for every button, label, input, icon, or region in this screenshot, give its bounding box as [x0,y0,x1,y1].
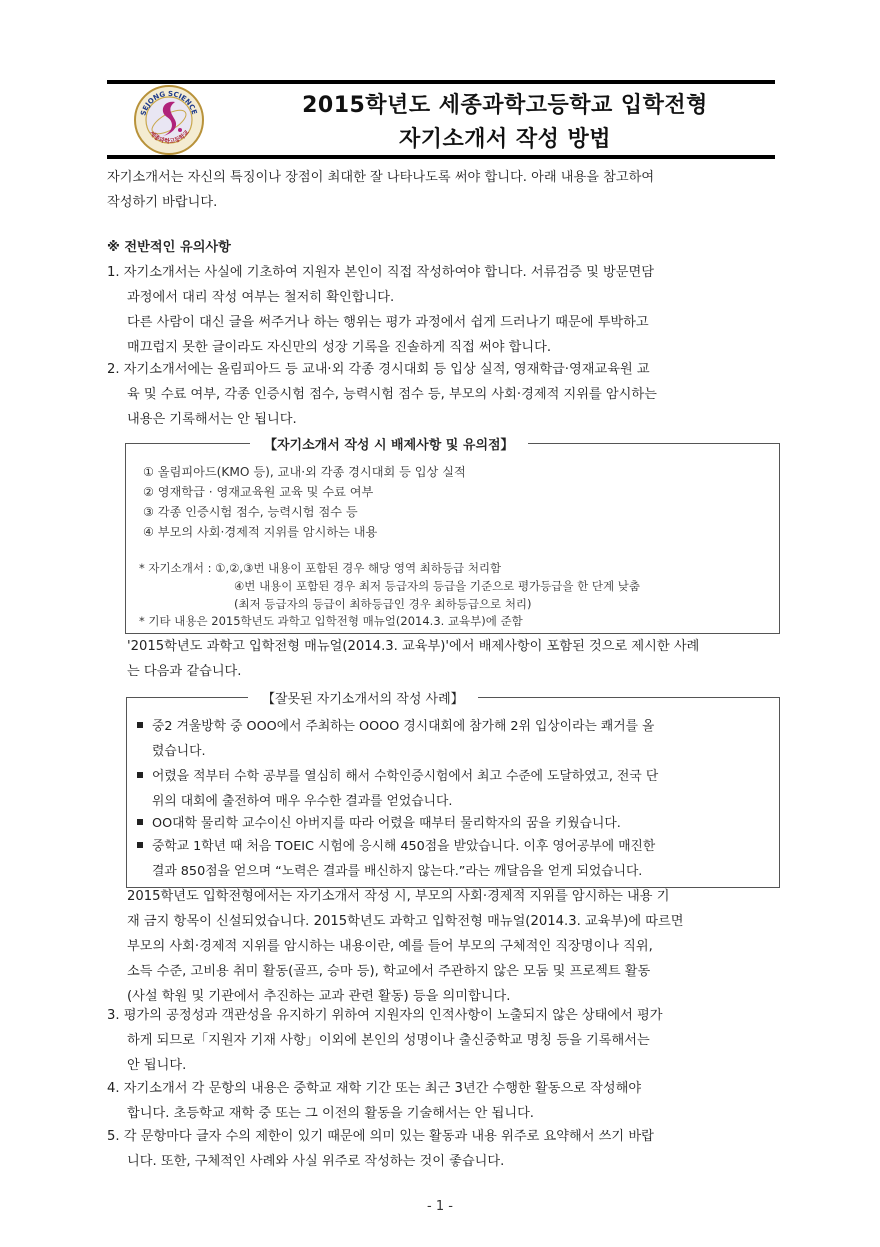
item-4-line: 합니다. 초등학교 재학 중 또는 그 이전의 활동을 기술해서는 안 됩니다. [127,1106,534,1121]
exclusion-item: ③ 각종 인증시험 점수, 능력시험 점수 등 [143,505,358,519]
item-4-line: 4. 자기소개서 각 문항의 내용은 중학교 재학 기간 또는 최근 3년간 수행한 활동으로 작성해야 [107,1081,642,1096]
wrong-example-line: 렸습니다. [152,744,206,759]
svg-text:SEJONG SCIENCE: SEJONG SCIENCE [139,89,199,117]
wrong-example-line: OO대학 물리학 교수이신 아버지를 따라 어렸을 때부터 물리학자의 꿈을 키웠습니다. [137,811,621,836]
wrong-example-line: 어렸을 적부터 수학 공부를 열심히 해서 수학인증시험에서 최고 수준에 도달하였고, 전국 단 [137,764,658,789]
item-4 [107,1076,641,1126]
wrong-example-line: 중2 겨울방학 중 OOO에서 주최하는 OOOO 경시대회에 참가해 2위 입상이라는 쾌거를 올 [137,714,654,739]
document-title: 2015학년도 세종과학고등학교 입학전형 [302,93,708,118]
item-2 [107,357,657,432]
intro-line: 작성하기 바랍니다. [107,195,218,210]
intro-line: 자기소개서는 자신의 특징이나 장점이 최대한 잘 나타나도록 써야 합니다. 아래 내용을 참고하여 [107,170,655,185]
exclusion-box-title: 【자기소개서 작성 시 배제사항 및 유의점】 [250,434,528,453]
section-heading: ※ 전반적인 유의사항 [107,240,231,255]
document-subtitle: 자기소개서 작성 방법 [398,127,612,152]
paragraph-line: 재 금지 항목이 신설되었습니다. 2015학년도 과학고 입학전형 매뉴얼(2014.3. 교육부)에 따르면 [127,914,684,929]
school-emblem-icon [133,84,205,156]
item-1-line: 과정에서 대리 작성 여부는 철저히 확인합니다. [127,290,395,305]
wrong-examples-box-title: 【잘못된 자기소개서의 작성 사례】 [248,688,478,707]
intro-paragraph [107,165,654,215]
item-3-line: 3. 평가의 공정성과 객관성을 유지하기 위하여 지원자의 인적사항이 노출되지 않은 상태에서 평가 [107,1008,663,1023]
bullet-square-icon [137,819,143,825]
item-3 [107,1003,663,1078]
examples-intro-line: 는 다음과 같습니다. [127,664,242,679]
paragraph-line: 부모의 사회·경제적 지위를 암시하는 내용이란, 예를 들어 부모의 구체적인 직장명이나 직위, [127,939,653,954]
item-1 [107,260,654,360]
wrong-example [137,834,655,884]
item-2-line: 내용은 기록해서는 안 됩니다. [127,412,297,427]
item-1-line: 1. 자기소개서는 사실에 기초하여 지원자 본인이 직접 작성하여야 합니다. 서류검증 및 방문면담 [107,265,654,280]
exclusion-note: * 자기소개서 : ①,②,③번 내용이 포함된 경우 해당 영역 최하등급 처리함 [139,561,502,575]
wrong-example-line: 결과 850점을 얻으며 “노력은 결과를 배신하지 않는다.”라는 깨달음을 얻게 되었습니다. [152,864,643,879]
exclusion-item: ② 영재학급 · 영재교육원 교육 및 수료 여부 [143,485,374,499]
wrong-example [137,714,654,764]
paragraph-line: 2015학년도 입학전형에서는 자기소개서 작성 시, 부모의 사회·경제적 지위를 암시하는 내용 기 [127,889,670,904]
header-top-rule [107,80,775,84]
examples-intro [127,634,699,684]
item-2-line: 육 및 수료 여부, 각종 인증시험 점수, 능력시험 점수 등, 부모의 사회·경제적 지위를 암시하는 [127,387,657,402]
parental-status-paragraph [127,884,684,1009]
exclusion-item: ④ 부모의 사회·경제적 지위를 암시하는 내용 [143,525,378,539]
examples-intro-line: '2015학년도 과학고 입학전형 매뉴얼(2014.3. 교육부)'에서 배제사항이 포함된 것으로 제시한 사례 [127,639,700,654]
exclusion-note: ④번 내용이 포함된 경우 최저 등급자의 등급을 기준으로 평가등급을 한 단계 낮춤 [234,579,641,593]
paragraph-line: 소득 수준, 고비용 취미 활동(골프, 승마 등), 학교에서 주관하지 않은 모둠 및 프로젝트 활동 [127,964,651,979]
page-number: - 1 - [427,1199,453,1214]
paragraph-line: (사설 학원 및 기관에서 추진하는 교과 관련 활동) 등을 의미합니다. [127,989,511,1004]
svg-text:세종과학고등학교: 세종과학고등학교 [147,129,191,146]
header-bottom-rule [107,155,775,159]
wrong-example-line: 중학교 1학년 때 처음 TOEIC 시험에 응시해 450점을 받았습니다. 이후 영어공부에 매진한 [137,834,655,859]
exclusion-note: (최저 등급자의 등급이 최하등급인 경우 최하등급으로 처리) [234,597,532,611]
bullet-square-icon [137,722,143,728]
exclusion-note: * 기타 내용은 2015학년도 과학고 입학전형 매뉴얼(2014.3. 교육부)에 준함 [139,614,523,628]
bullet-square-icon [137,842,143,848]
item-5-line: 니다. 또한, 구체적인 사례와 사실 위주로 작성하는 것이 좋습니다. [127,1154,505,1169]
exclusion-item: ① 올림피아드(KMO 등), 교내·외 각종 경시대회 등 입상 실적 [143,465,466,479]
bullet-square-icon [137,772,143,778]
item-2-line: 2. 자기소개서에는 올림피아드 등 교내·외 각종 경시대회 등 입상 실적, 영재학급·영재교육원 교 [107,362,650,377]
item-3-line: 하게 되므로「지원자 기재 사항」이외에 본인의 성명이나 출신중학교 명칭 등을 기록해서는 [127,1033,650,1048]
wrong-example [137,811,621,836]
item-5 [107,1124,654,1174]
item-1-line: 매끄럽지 못한 글이라도 자신만의 성장 기록을 진솔하게 직접 써야 합니다. [127,340,552,355]
item-1-line: 다른 사람이 대신 글을 써주거나 하는 행위는 평가 과정에서 쉽게 드러나기 때문에 투박하고 [127,315,649,330]
item-5-line: 5. 각 문항마다 글자 수의 제한이 있기 때문에 의미 있는 활동과 내용 위주로 요약해서 쓰기 바랍 [107,1129,654,1144]
wrong-example [137,764,658,814]
wrong-example-line: 위의 대회에 출전하여 매우 우수한 결과를 얻었습니다. [152,794,453,809]
item-3-line: 안 됩니다. [127,1058,187,1073]
